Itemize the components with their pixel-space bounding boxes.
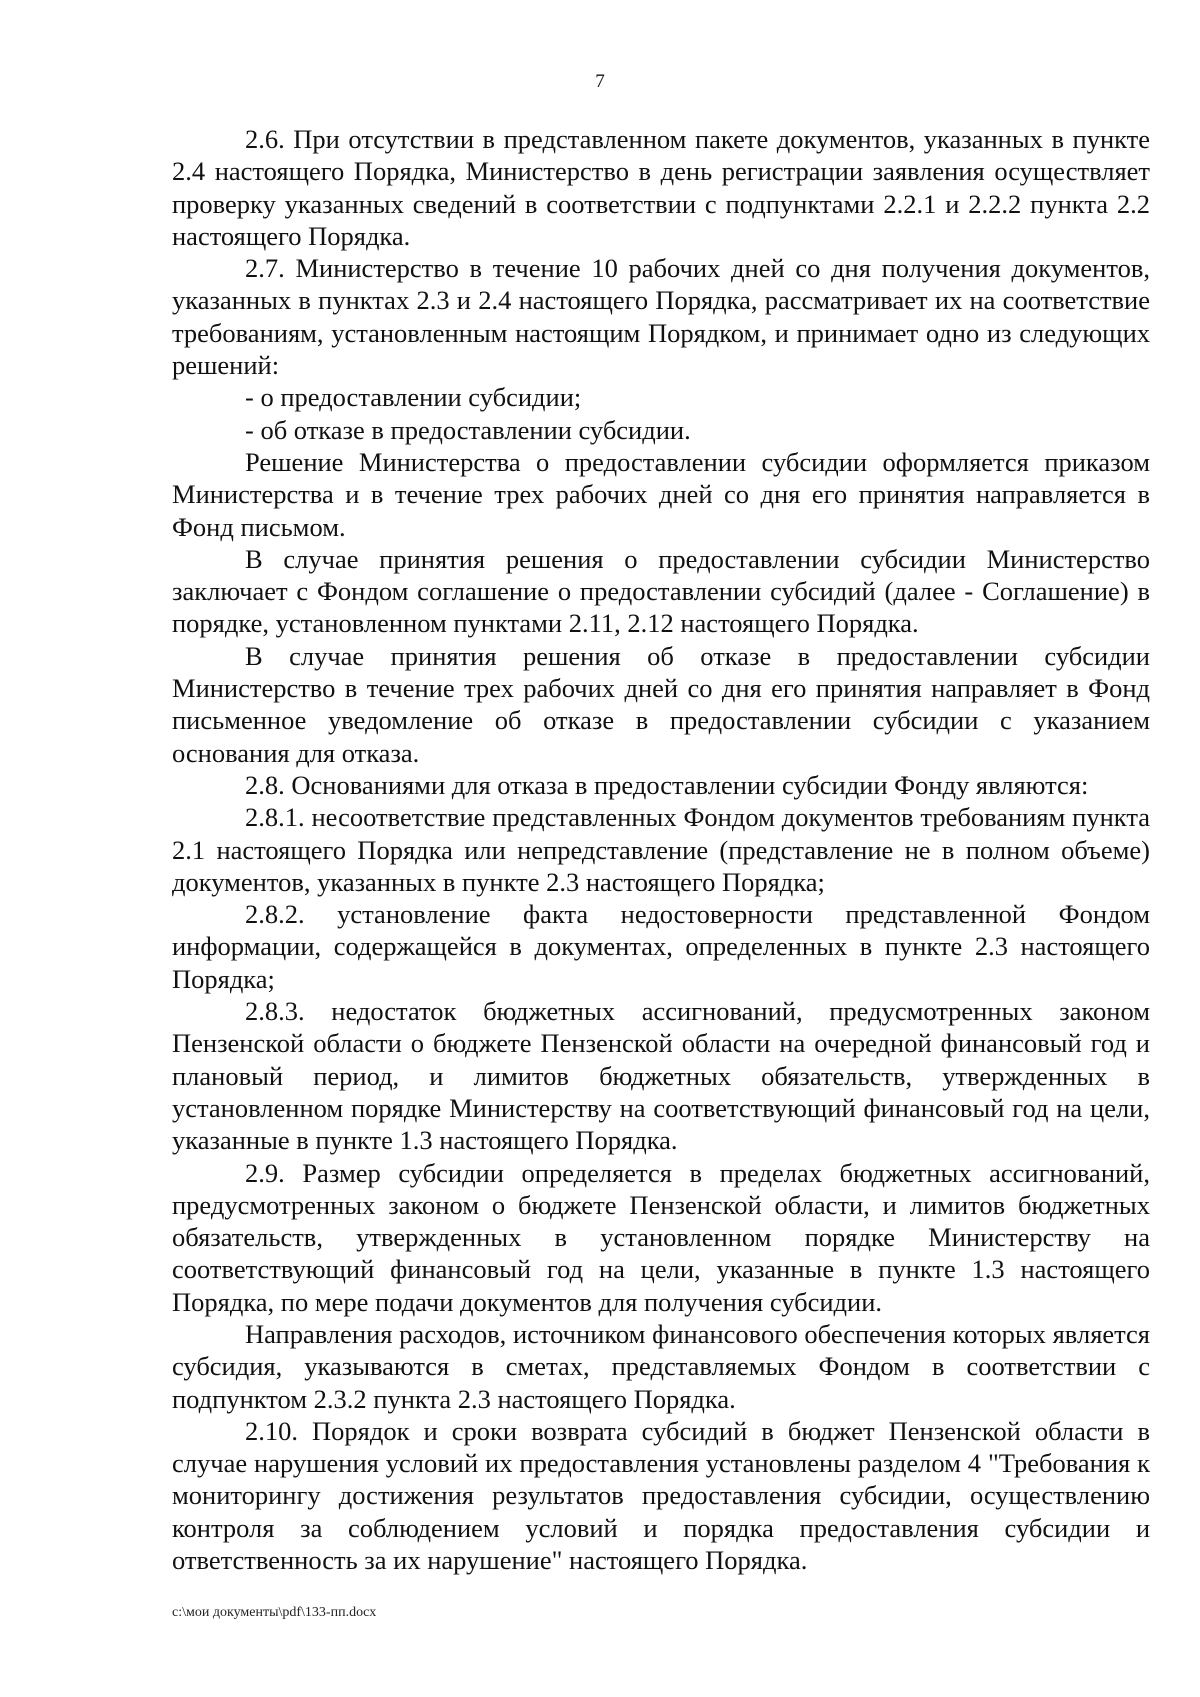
paragraph-decision: Решение Министерства о предоставлении субсидии оформляется приказом Министерства и в течение трех рабочих дней со дня его принятия направляется в Фонд письмом. [172, 446, 1150, 542]
paragraph-refusal-notice: В случае принятия решения об отказе в предоставлении субсидии Министерство в течение трех рабочих дней со дня его принятия направляет в Фонд письменное уведомление об отказе в предоставлении субсидии с указанием основания для отказа. [172, 640, 1150, 768]
paragraph-2-8: 2.8. Основаниями для отказа в предоставлении субсидии Фонду являются: [245, 769, 1089, 800]
paragraph-2-8-3: 2.8.3. недостаток бюджетных ассигнований, предусмотренных законом Пензенской области о бюджете Пензенской области на очередной финансовый год и плановый период, и лимитов бюджетных обязательств, утвержденных в установленном порядке Министерству на соответствующий финансовый год на цели, указанные в пункте 1.3 настоящего Порядка. [172, 996, 1150, 1156]
paragraph-2-7: 2.7. Министерство в течение 10 рабочих дней со дня получения документов, указанных в пунктах 2.3 и 2.4 настоящего Порядка, рассматривает их на соответствие требованиям, установленным настоящим Порядком, и принимает одно из следующих решений: [172, 253, 1150, 381]
footer-file-path: c:\мои документы\pdf\133-пп.docx [172, 1605, 377, 1620]
paragraph-2-6: 2.6. При отсутствии в представленном пакете документов, указанных в пункте 2.4 настоящего Порядка, Министерство в день регистрации заявления осуществляет проверку указанных сведений в соответствии с подпунктами 2.2.1 и 2.2.2 пункта 2.2 настоящего Порядка. [172, 124, 1150, 251]
paragraph-2-8-2: 2.8.2. установление факта недостоверности представленной Фондом информации, содержащейся в документах, определенных в пункте 2.3 настоящего Порядка; [172, 899, 1150, 994]
page-number: 7 [595, 71, 605, 92]
paragraph-2-10: 2.10. Порядок и сроки возврата субсидий в бюджет Пензенской области в случае нарушения условий их предоставления установлены разделом 4 "Требования к мониторингу достижения результатов предоставления субсидии, осуществлению контроля за соблюдением условий и порядка предоставления субсидии и ответственность за их нарушение" настоящего Порядка. [172, 1415, 1150, 1576]
list-item-grant: - о предоставлении субсидии; [245, 382, 582, 413]
paragraph-agreement: В случае принятия решения о предоставлении субсидии Министерство заключает с Фондом соглашение о предоставлении субсидий (далее - Соглашение) в порядке, установленном пунктами 2.11, 2.12 настоящего Порядка. [172, 543, 1150, 639]
list-item-refusal: - об отказе в предоставлении субсидии. [245, 414, 691, 445]
paragraph-2-8-1: 2.8.1. несоответствие представленных Фондом документов требованиям пункта 2.1 настоящего Порядка или непредставление (представление не в полном объеме) документов, указанных в пункте 2.3 настоящего Порядка; [172, 802, 1150, 897]
paragraph-expenses: Направления расходов, источником финансового обеспечения которых является субсидия, указываются в сметах, представляемых Фондом в соответствии с подпунктом 2.3.2 пункта 2.3 настоящего Порядка. [172, 1318, 1150, 1414]
document-body [172, 123, 1150, 1576]
paragraph-2-9: 2.9. Размер субсидии определяется в пределах бюджетных ассигнований, предусмотренных законом о бюджете Пензенской области, и лимитов бюджетных обязательств, утвержденных в установленном порядке Министерству на соответствующий финансовый год на цели, указанные в пункте 1.3 настоящего Порядка, по мере подачи документов для получения субсидии. [172, 1157, 1150, 1317]
